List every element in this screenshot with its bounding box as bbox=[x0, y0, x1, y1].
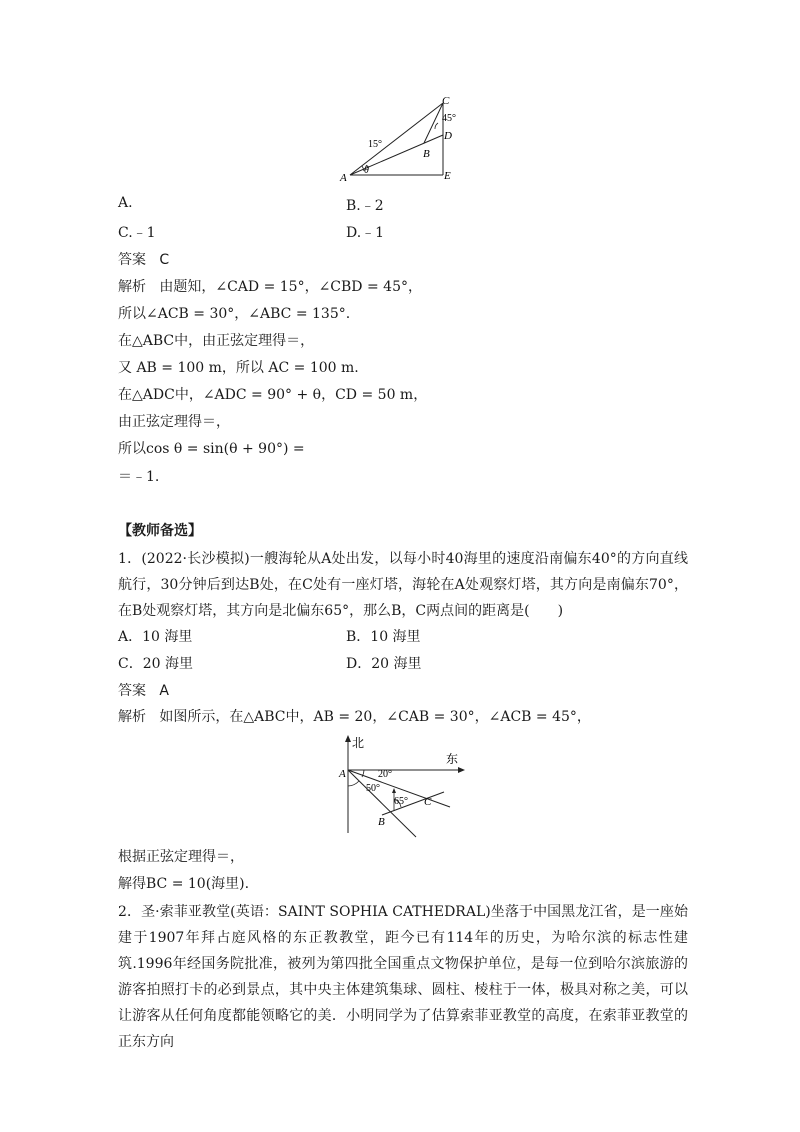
figure-navigation-diagram bbox=[338, 733, 468, 838]
q1-answer-label: 答案 bbox=[118, 683, 146, 699]
q1-analysis-line-2: 根据正弦定理得＝， bbox=[118, 849, 244, 865]
label-D: D bbox=[444, 130, 452, 142]
section-title: 【教师备选】 bbox=[118, 523, 202, 539]
q1-answer-line bbox=[118, 680, 169, 700]
analysis-line-5: 在△ADC中，∠ADC = 90° + θ，CD = 50 m， bbox=[118, 387, 428, 403]
label-theta: θ bbox=[364, 165, 369, 176]
question-1-text: 1．(2022·长沙模拟)一艘海轮从A处出发，以每小时40海里的速度沿南偏东40°的方向直线航行，30分钟后到达B处，在C处有一座灯塔，海轮在A处观察灯塔，其方向是南偏东70°，在B处观察灯塔，其方向是北偏东65°，那么B，C两点间的距离是( ) bbox=[118, 551, 688, 619]
analysis-label: 解析 bbox=[118, 279, 146, 295]
label-angle-20: 20° bbox=[378, 769, 392, 780]
label-B: B bbox=[423, 148, 430, 160]
q1-option-b: B．10 海里 bbox=[346, 629, 421, 645]
option-d: D.﹣1 bbox=[346, 225, 385, 241]
option-a: A. bbox=[118, 195, 133, 211]
label-angle-50: 50° bbox=[366, 783, 380, 794]
analysis-line-7: 所以cos θ = sin(θ + 90°) = bbox=[118, 441, 305, 457]
q1-option-d: D．20 海里 bbox=[346, 656, 422, 672]
label-angle-65: 65° bbox=[394, 796, 408, 807]
analysis-line-6: 由正弦定理得＝， bbox=[118, 414, 230, 430]
q1-analysis-line bbox=[118, 706, 591, 726]
answer-value: C bbox=[159, 252, 170, 268]
q1-analysis-text: 如图所示，在△ABC中，AB = 20，∠CAB = 30°，∠ACB = 45°， bbox=[159, 709, 591, 725]
label-A2: A bbox=[339, 768, 346, 780]
q1-analysis-label: 解析 bbox=[118, 709, 146, 725]
label-E: E bbox=[444, 170, 451, 182]
q1-answer-value: A bbox=[159, 683, 169, 699]
analysis-text: 由题知，∠CAD = 15°，∠CBD = 45°， bbox=[159, 279, 422, 295]
q1-option-a: A．10 海里 bbox=[118, 629, 193, 645]
label-A: A bbox=[340, 172, 347, 184]
answer-line bbox=[118, 249, 169, 269]
figure-triangle-diagram bbox=[338, 95, 468, 187]
q1-analysis-line-3: 解得BC = 10(海里). bbox=[118, 876, 250, 892]
label-B2: B bbox=[378, 816, 385, 828]
analysis-line-8: ＝﹣1. bbox=[118, 469, 160, 485]
option-c: C.﹣1 bbox=[118, 225, 156, 241]
label-north: 北 bbox=[352, 736, 365, 750]
q1-option-c: C．20 海里 bbox=[118, 656, 193, 672]
analysis-line-2: 所以∠ACB = 30°，∠ABC = 135°. bbox=[118, 306, 351, 322]
answer-label: 答案 bbox=[118, 252, 146, 268]
label-C: C bbox=[442, 95, 450, 107]
label-east: 东 bbox=[446, 752, 459, 766]
option-b: B.﹣2 bbox=[346, 198, 384, 214]
question-2-text: 2．圣·索菲亚教堂(英语：SAINT SOPHIA CATHEDRAL)坐落于中国黑龙江省，是一座始建于1907年拜占庭风格的东正教教堂，距今已有114年的历史，为哈尔滨的标志性建筑.1996年经国务院批准，被列为第四批全国重点文物保护单位，是每一位到哈尔滨旅游的游客拍照打卡的必到景点，其中央主体建筑集球、圆柱、棱柱于一体，极具对称之美，可以让游客从任何角度都能领略它的美．小明同学为了估算索菲亚教堂的高度，在索菲亚教堂的正东方向 bbox=[118, 904, 688, 1050]
analysis-line-3: 在△ABC中，由正弦定理得＝， bbox=[118, 333, 315, 349]
analysis-line-4: 又 AB = 100 m，所以 AC = 100 m. bbox=[118, 360, 359, 376]
analysis-line-1 bbox=[118, 276, 422, 296]
label-C2: C bbox=[424, 796, 432, 808]
label-angle-45: 45° bbox=[442, 113, 456, 124]
label-angle-15: 15° bbox=[368, 139, 382, 150]
